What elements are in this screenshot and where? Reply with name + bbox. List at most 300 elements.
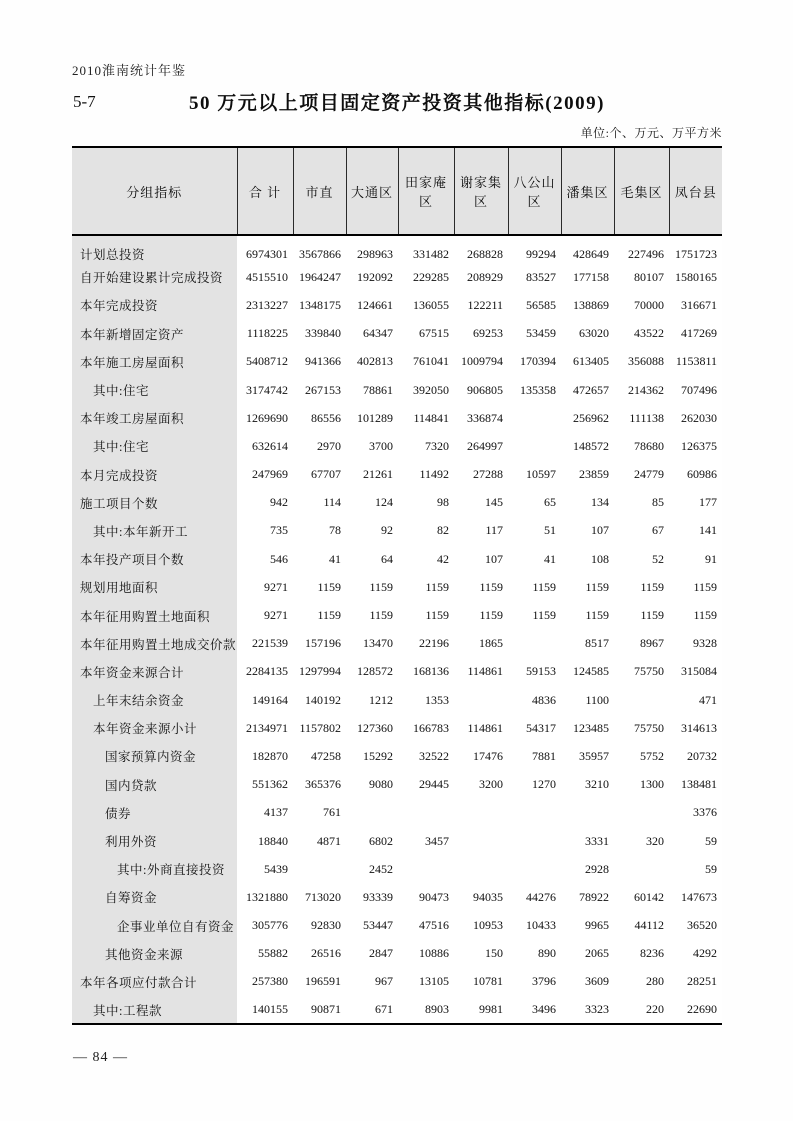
row-label: 企事业单位自有资金 bbox=[72, 912, 237, 940]
cell-value: 101289 bbox=[346, 404, 398, 432]
table-row bbox=[72, 517, 722, 545]
cell-value: 1269690 bbox=[237, 404, 293, 432]
cell-value: 257380 bbox=[237, 968, 293, 996]
cell-value: 1009794 bbox=[454, 348, 508, 376]
cell-value: 53447 bbox=[346, 912, 398, 940]
cell-value: 90871 bbox=[293, 996, 346, 1024]
cell-value: 365376 bbox=[293, 771, 346, 799]
cell-value: 4871 bbox=[293, 827, 346, 855]
cell-value: 336874 bbox=[454, 404, 508, 432]
cell-value: 93339 bbox=[346, 883, 398, 911]
cell-value: 41 bbox=[293, 545, 346, 573]
cell-value: 9271 bbox=[237, 601, 293, 629]
cell-value: 220 bbox=[614, 996, 669, 1024]
cell-value: 1297994 bbox=[293, 658, 346, 686]
cell-value: 177158 bbox=[561, 263, 614, 291]
cell-value: 3700 bbox=[346, 432, 398, 460]
row-label: 本年完成投资 bbox=[72, 291, 237, 319]
cell-value: 1159 bbox=[669, 601, 722, 629]
cell-value: 256962 bbox=[561, 404, 614, 432]
book-title: 2010淮南统计年鉴 bbox=[72, 63, 187, 78]
cell-value: 10433 bbox=[508, 912, 561, 940]
cell-value: 1118225 bbox=[237, 320, 293, 348]
row-label: 本年新增固定资产 bbox=[72, 320, 237, 348]
cell-value: 1159 bbox=[398, 573, 454, 601]
cell-value: 141 bbox=[669, 517, 722, 545]
cell-value: 1159 bbox=[508, 573, 561, 601]
cell-value: 632614 bbox=[237, 432, 293, 460]
row-label: 本年资金来源合计 bbox=[72, 658, 237, 686]
cell-value: 1300 bbox=[614, 771, 669, 799]
cell-value: 4137 bbox=[237, 799, 293, 827]
cell-value: 208929 bbox=[454, 263, 508, 291]
cell-value: 3331 bbox=[561, 827, 614, 855]
cell-value: 10953 bbox=[454, 912, 508, 940]
cell-value bbox=[614, 686, 669, 714]
cell-value: 9271 bbox=[237, 573, 293, 601]
cell-value: 56585 bbox=[508, 291, 561, 319]
cell-value: 5439 bbox=[237, 855, 293, 883]
cell-value: 20732 bbox=[669, 742, 722, 770]
cell-value: 54317 bbox=[508, 714, 561, 742]
cell-value: 2847 bbox=[346, 940, 398, 968]
cell-value bbox=[346, 799, 398, 827]
cell-value: 6802 bbox=[346, 827, 398, 855]
table-row bbox=[72, 968, 722, 996]
cell-value: 1751723 bbox=[669, 235, 722, 263]
cell-value: 8967 bbox=[614, 630, 669, 658]
table-row bbox=[72, 404, 722, 432]
cell-value: 128572 bbox=[346, 658, 398, 686]
cell-value: 906805 bbox=[454, 376, 508, 404]
table-row bbox=[72, 545, 722, 573]
cell-value: 134 bbox=[561, 489, 614, 517]
table-row bbox=[72, 742, 722, 770]
cell-value: 3376 bbox=[669, 799, 722, 827]
cell-value bbox=[508, 855, 561, 883]
cell-value: 1153811 bbox=[669, 348, 722, 376]
cell-value: 28251 bbox=[669, 968, 722, 996]
cell-value: 1100 bbox=[561, 686, 614, 714]
cell-value: 1964247 bbox=[293, 263, 346, 291]
column-header-region: 八公山区 bbox=[508, 147, 561, 235]
cell-value: 122211 bbox=[454, 291, 508, 319]
cell-value: 1580165 bbox=[669, 263, 722, 291]
cell-value: 78680 bbox=[614, 432, 669, 460]
cell-value: 92830 bbox=[293, 912, 346, 940]
cell-value: 127360 bbox=[346, 714, 398, 742]
cell-value: 10781 bbox=[454, 968, 508, 996]
cell-value: 6974301 bbox=[237, 235, 293, 263]
row-label: 其他资金来源 bbox=[72, 940, 237, 968]
cell-value: 108 bbox=[561, 545, 614, 573]
cell-value: 4836 bbox=[508, 686, 561, 714]
cell-value: 52 bbox=[614, 545, 669, 573]
cell-value: 1159 bbox=[293, 601, 346, 629]
cell-value bbox=[454, 686, 508, 714]
cell-value: 24779 bbox=[614, 461, 669, 489]
table-row bbox=[72, 348, 722, 376]
cell-value: 140192 bbox=[293, 686, 346, 714]
cell-value: 60986 bbox=[669, 461, 722, 489]
row-label: 国家预算内资金 bbox=[72, 742, 237, 770]
cell-value: 735 bbox=[237, 517, 293, 545]
table-row bbox=[72, 883, 722, 911]
cell-value: 135358 bbox=[508, 376, 561, 404]
cell-value bbox=[614, 855, 669, 883]
cell-value: 67515 bbox=[398, 320, 454, 348]
cell-value: 2313227 bbox=[237, 291, 293, 319]
cell-value: 472657 bbox=[561, 376, 614, 404]
cell-value: 707496 bbox=[669, 376, 722, 404]
cell-value: 23859 bbox=[561, 461, 614, 489]
row-label: 本年征用购置土地成交价款 bbox=[72, 630, 237, 658]
cell-value: 64 bbox=[346, 545, 398, 573]
cell-value: 3609 bbox=[561, 968, 614, 996]
cell-value: 1159 bbox=[561, 601, 614, 629]
cell-value: 1159 bbox=[346, 601, 398, 629]
unit-note: 单位:个、万元、万平方米 bbox=[580, 126, 722, 140]
cell-value: 314613 bbox=[669, 714, 722, 742]
cell-value: 196591 bbox=[293, 968, 346, 996]
cell-value: 36520 bbox=[669, 912, 722, 940]
cell-value: 192092 bbox=[346, 263, 398, 291]
cell-value bbox=[508, 432, 561, 460]
cell-value: 11492 bbox=[398, 461, 454, 489]
cell-value bbox=[614, 799, 669, 827]
cell-value: 41 bbox=[508, 545, 561, 573]
cell-value: 44112 bbox=[614, 912, 669, 940]
cell-value: 64347 bbox=[346, 320, 398, 348]
row-label: 计划总投资 bbox=[72, 235, 237, 263]
cell-value: 1159 bbox=[508, 601, 561, 629]
cell-value: 94035 bbox=[454, 883, 508, 911]
cell-value: 941366 bbox=[293, 348, 346, 376]
cell-value: 315084 bbox=[669, 658, 722, 686]
column-header-region: 田家庵区 bbox=[398, 147, 454, 235]
cell-value: 140155 bbox=[237, 996, 293, 1024]
cell-value: 471 bbox=[669, 686, 722, 714]
row-label: 其中:外商直接投资 bbox=[72, 855, 237, 883]
cell-value: 1865 bbox=[454, 630, 508, 658]
column-header-region: 大通区 bbox=[346, 147, 398, 235]
row-label: 其中:工程款 bbox=[72, 996, 237, 1024]
cell-value: 65 bbox=[508, 489, 561, 517]
cell-value: 3567866 bbox=[293, 235, 346, 263]
cell-value: 331482 bbox=[398, 235, 454, 263]
cell-value: 1159 bbox=[293, 573, 346, 601]
cell-value: 2284135 bbox=[237, 658, 293, 686]
table-row bbox=[72, 799, 722, 827]
cell-value: 13470 bbox=[346, 630, 398, 658]
cell-value: 8903 bbox=[398, 996, 454, 1024]
table-row bbox=[72, 855, 722, 883]
cell-value: 78861 bbox=[346, 376, 398, 404]
row-label: 本年施工房屋面积 bbox=[72, 348, 237, 376]
cell-value: 1159 bbox=[561, 573, 614, 601]
cell-value: 4515510 bbox=[237, 263, 293, 291]
cell-value: 107 bbox=[454, 545, 508, 573]
cell-value: 671 bbox=[346, 996, 398, 1024]
row-label: 上年末结余资金 bbox=[72, 686, 237, 714]
table-row bbox=[72, 461, 722, 489]
cell-value: 78 bbox=[293, 517, 346, 545]
cell-value: 22196 bbox=[398, 630, 454, 658]
row-label: 本年各项应付款合计 bbox=[72, 968, 237, 996]
cell-value: 35957 bbox=[561, 742, 614, 770]
statistics-table bbox=[72, 146, 722, 1025]
table-row bbox=[72, 714, 722, 742]
cell-value: 3200 bbox=[454, 771, 508, 799]
cell-value: 82 bbox=[398, 517, 454, 545]
cell-value: 67 bbox=[614, 517, 669, 545]
cell-value: 124 bbox=[346, 489, 398, 517]
cell-value: 1159 bbox=[614, 573, 669, 601]
row-label: 其中:住宅 bbox=[72, 376, 237, 404]
row-label: 其中:住宅 bbox=[72, 432, 237, 460]
cell-value bbox=[398, 855, 454, 883]
table-row bbox=[72, 573, 722, 601]
row-label: 自开始建设累计完成投资 bbox=[72, 263, 237, 291]
cell-value: 63020 bbox=[561, 320, 614, 348]
cell-value: 51 bbox=[508, 517, 561, 545]
cell-value: 168136 bbox=[398, 658, 454, 686]
cell-value: 99294 bbox=[508, 235, 561, 263]
cell-value: 3210 bbox=[561, 771, 614, 799]
table-header-row bbox=[72, 147, 722, 235]
cell-value: 166783 bbox=[398, 714, 454, 742]
cell-value: 356088 bbox=[614, 348, 669, 376]
cell-value: 117 bbox=[454, 517, 508, 545]
cell-value bbox=[454, 799, 508, 827]
cell-value: 9981 bbox=[454, 996, 508, 1024]
row-label: 其中:本年新开工 bbox=[72, 517, 237, 545]
row-label: 本年投产项目个数 bbox=[72, 545, 237, 573]
cell-value: 47258 bbox=[293, 742, 346, 770]
cell-value: 1321880 bbox=[237, 883, 293, 911]
cell-value: 316671 bbox=[669, 291, 722, 319]
table-row bbox=[72, 601, 722, 629]
column-header-region: 市直 bbox=[293, 147, 346, 235]
cell-value: 1159 bbox=[398, 601, 454, 629]
cell-value: 3457 bbox=[398, 827, 454, 855]
cell-value: 262030 bbox=[669, 404, 722, 432]
table-row bbox=[72, 940, 722, 968]
cell-value: 3796 bbox=[508, 968, 561, 996]
cell-value: 124585 bbox=[561, 658, 614, 686]
cell-value: 17476 bbox=[454, 742, 508, 770]
cell-value: 551362 bbox=[237, 771, 293, 799]
table-row bbox=[72, 291, 722, 319]
cell-value: 264997 bbox=[454, 432, 508, 460]
row-label: 规划用地面积 bbox=[72, 573, 237, 601]
row-label: 自筹资金 bbox=[72, 883, 237, 911]
table-row bbox=[72, 630, 722, 658]
cell-value: 339840 bbox=[293, 320, 346, 348]
cell-value: 15292 bbox=[346, 742, 398, 770]
cell-value: 170394 bbox=[508, 348, 561, 376]
cell-value: 59 bbox=[669, 827, 722, 855]
cell-value: 69253 bbox=[454, 320, 508, 348]
page-number: — 84 — bbox=[73, 1050, 128, 1065]
cell-value: 53459 bbox=[508, 320, 561, 348]
cell-value: 10597 bbox=[508, 461, 561, 489]
cell-value: 890 bbox=[508, 940, 561, 968]
cell-value: 80107 bbox=[614, 263, 669, 291]
cell-value: 3496 bbox=[508, 996, 561, 1024]
cell-value: 86556 bbox=[293, 404, 346, 432]
cell-value bbox=[508, 799, 561, 827]
cell-value: 26516 bbox=[293, 940, 346, 968]
cell-value bbox=[508, 827, 561, 855]
cell-value: 1159 bbox=[614, 601, 669, 629]
cell-value: 1159 bbox=[454, 573, 508, 601]
cell-value: 2928 bbox=[561, 855, 614, 883]
table-row bbox=[72, 235, 722, 263]
cell-value: 7881 bbox=[508, 742, 561, 770]
table-row bbox=[72, 686, 722, 714]
cell-value: 3323 bbox=[561, 996, 614, 1024]
cell-value: 157196 bbox=[293, 630, 346, 658]
cell-value bbox=[398, 799, 454, 827]
cell-value: 268828 bbox=[454, 235, 508, 263]
table-row bbox=[72, 263, 722, 291]
cell-value: 75750 bbox=[614, 658, 669, 686]
cell-value: 85 bbox=[614, 489, 669, 517]
table-row bbox=[72, 489, 722, 517]
cell-value: 42 bbox=[398, 545, 454, 573]
cell-value: 8517 bbox=[561, 630, 614, 658]
cell-value: 32522 bbox=[398, 742, 454, 770]
column-header-region: 凤台县 bbox=[669, 147, 722, 235]
cell-value: 713020 bbox=[293, 883, 346, 911]
row-label: 国内贷款 bbox=[72, 771, 237, 799]
cell-value: 138481 bbox=[669, 771, 722, 799]
cell-value: 150 bbox=[454, 940, 508, 968]
cell-value: 214362 bbox=[614, 376, 669, 404]
cell-value: 1159 bbox=[454, 601, 508, 629]
cell-value: 267153 bbox=[293, 376, 346, 404]
row-label: 利用外资 bbox=[72, 827, 237, 855]
cell-value: 55882 bbox=[237, 940, 293, 968]
cell-value bbox=[508, 630, 561, 658]
cell-value: 1270 bbox=[508, 771, 561, 799]
cell-value: 29445 bbox=[398, 771, 454, 799]
cell-value: 59 bbox=[669, 855, 722, 883]
table-row bbox=[72, 996, 722, 1024]
cell-value: 67707 bbox=[293, 461, 346, 489]
cell-value: 107 bbox=[561, 517, 614, 545]
cell-value: 5752 bbox=[614, 742, 669, 770]
column-header-region: 谢家集区 bbox=[454, 147, 508, 235]
row-label: 本月完成投资 bbox=[72, 461, 237, 489]
cell-value: 123485 bbox=[561, 714, 614, 742]
table-row bbox=[72, 771, 722, 799]
cell-value: 83527 bbox=[508, 263, 561, 291]
cell-value: 761 bbox=[293, 799, 346, 827]
cell-value: 78922 bbox=[561, 883, 614, 911]
cell-value: 1348175 bbox=[293, 291, 346, 319]
cell-value: 138869 bbox=[561, 291, 614, 319]
cell-value: 10886 bbox=[398, 940, 454, 968]
cell-value: 22690 bbox=[669, 996, 722, 1024]
cell-value: 1353 bbox=[398, 686, 454, 714]
row-label: 施工项目个数 bbox=[72, 489, 237, 517]
cell-value: 90473 bbox=[398, 883, 454, 911]
cell-value: 126375 bbox=[669, 432, 722, 460]
cell-value: 942 bbox=[237, 489, 293, 517]
row-label: 债券 bbox=[72, 799, 237, 827]
cell-value bbox=[454, 855, 508, 883]
cell-value: 402813 bbox=[346, 348, 398, 376]
column-header-region: 合 计 bbox=[237, 147, 293, 235]
table-row bbox=[72, 658, 722, 686]
row-label: 本年资金来源小计 bbox=[72, 714, 237, 742]
cell-value: 546 bbox=[237, 545, 293, 573]
cell-value: 149164 bbox=[237, 686, 293, 714]
column-header-region: 潘集区 bbox=[561, 147, 614, 235]
cell-value: 147673 bbox=[669, 883, 722, 911]
cell-value: 1159 bbox=[346, 573, 398, 601]
cell-value: 227496 bbox=[614, 235, 669, 263]
table-code: 5-7 bbox=[73, 92, 96, 111]
table-title: 50 万元以上项目固定资产投资其他指标(2009) bbox=[189, 93, 605, 114]
cell-value: 44276 bbox=[508, 883, 561, 911]
cell-value: 43522 bbox=[614, 320, 669, 348]
cell-value: 21261 bbox=[346, 461, 398, 489]
cell-value: 92 bbox=[346, 517, 398, 545]
cell-value: 320 bbox=[614, 827, 669, 855]
cell-value bbox=[561, 799, 614, 827]
cell-value: 428649 bbox=[561, 235, 614, 263]
cell-value: 111138 bbox=[614, 404, 669, 432]
cell-value: 1212 bbox=[346, 686, 398, 714]
cell-value: 148572 bbox=[561, 432, 614, 460]
cell-value: 305776 bbox=[237, 912, 293, 940]
cell-value: 114 bbox=[293, 489, 346, 517]
table-row bbox=[72, 376, 722, 404]
cell-value: 7320 bbox=[398, 432, 454, 460]
cell-value: 59153 bbox=[508, 658, 561, 686]
cell-value: 229285 bbox=[398, 263, 454, 291]
table-row bbox=[72, 827, 722, 855]
cell-value: 761041 bbox=[398, 348, 454, 376]
cell-value: 91 bbox=[669, 545, 722, 573]
cell-value: 114841 bbox=[398, 404, 454, 432]
cell-value: 2452 bbox=[346, 855, 398, 883]
column-header-region: 毛集区 bbox=[614, 147, 669, 235]
row-label: 本年征用购置土地面积 bbox=[72, 601, 237, 629]
cell-value: 613405 bbox=[561, 348, 614, 376]
cell-value: 280 bbox=[614, 968, 669, 996]
cell-value: 392050 bbox=[398, 376, 454, 404]
cell-value: 2134971 bbox=[237, 714, 293, 742]
table-row bbox=[72, 320, 722, 348]
cell-value: 18840 bbox=[237, 827, 293, 855]
cell-value: 967 bbox=[346, 968, 398, 996]
cell-value: 177 bbox=[669, 489, 722, 517]
cell-value: 8236 bbox=[614, 940, 669, 968]
cell-value: 13105 bbox=[398, 968, 454, 996]
row-label: 本年竣工房屋面积 bbox=[72, 404, 237, 432]
cell-value: 27288 bbox=[454, 461, 508, 489]
cell-value bbox=[293, 855, 346, 883]
cell-value: 9328 bbox=[669, 630, 722, 658]
cell-value: 2970 bbox=[293, 432, 346, 460]
cell-value: 75750 bbox=[614, 714, 669, 742]
cell-value bbox=[454, 827, 508, 855]
cell-value: 98 bbox=[398, 489, 454, 517]
